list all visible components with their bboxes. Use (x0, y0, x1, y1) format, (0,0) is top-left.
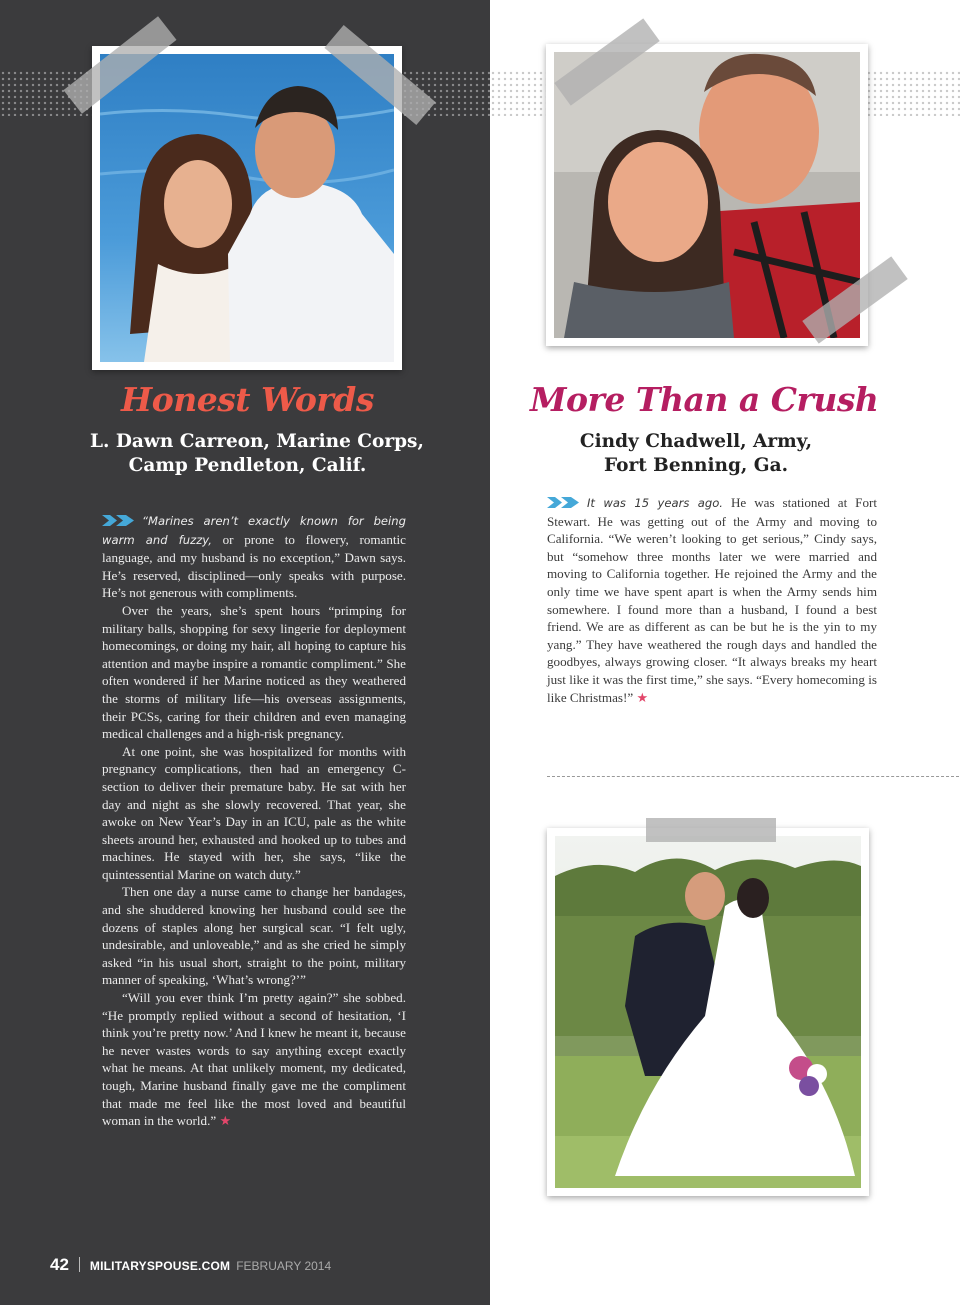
paragraph (547, 494, 877, 706)
right-story-byline (546, 430, 846, 478)
right-story-body (547, 494, 877, 706)
double-arrow-right-icon (547, 496, 585, 509)
couple-photo-right (546, 44, 868, 346)
right-story-title: More Than a Crush (530, 380, 879, 419)
paragraph: Then one day a nurse came to change her bandages, and she shuddered knowing her husband could see the dozens of staples along her surgical scar. “I felt ugly, undesirable, and unloveable,” and as she cried he simply asked “in his usual short, straight to the point, military manner of speaking, ‘What’s wrong?’” (102, 884, 406, 988)
lead-in-text: It was 15 years ago. (587, 496, 723, 510)
dot-pattern (490, 70, 550, 116)
dashed-divider (547, 776, 959, 777)
page-footer (50, 1255, 470, 1275)
byline-line: Cindy Chadwell, Army, (579, 431, 813, 452)
double-arrow-right-icon (102, 514, 140, 527)
byline-line: Fort Benning, Ga. (603, 455, 789, 476)
dot-pattern (866, 70, 960, 116)
left-story-title: Honest Words (121, 380, 374, 419)
paragraph-text: “Will you ever think I’m pretty again?” she sobbed. “He promptly replied without a second of hesitation, ‘I think you’re pretty now.’ And I knew he meant it, because he never wastes words to say anything except exactly what he means. At that unlikely moment, my dedicated, tough, Marine husband finally gave me the compliment that made me feel like the most loved and beautiful woman in the world.” (102, 990, 406, 1129)
lead-in-text: “Marines aren’t exactly known for being warm and fuzzy, (102, 514, 406, 547)
wedding-photo (547, 828, 869, 1196)
paragraph: Over the years, she’s spent hours “primping for military balls, shopping for sexy lingerie for deployment homecomings, or doing my hair, all hoping to capture his attention and maybe inspire a romantic compliment.” She often wondered if her Marine noticed as they weathered the storms of military life—his overseas assignments, their PCSs, caring for their children and even managing medical challenges and a high-risk pregnancy. (102, 602, 406, 742)
byline-line: Camp Pendleton, Calif. (128, 455, 367, 476)
couple-photo-left (92, 46, 402, 370)
paragraph (102, 989, 406, 1130)
page-number: 42 (50, 1255, 69, 1274)
paragraph (102, 512, 406, 602)
star-icon: ★ (219, 1113, 232, 1129)
left-story-body (102, 512, 406, 1130)
site-name: MILITARYSPOUSE.COM (89, 1259, 231, 1273)
tape-strip (646, 818, 776, 842)
footer-separator (79, 1257, 80, 1272)
byline-line: L. Dawn Carreon, Marine Corps, (90, 431, 424, 452)
issue-date: FEBRUARY 2014 (236, 1259, 332, 1273)
paragraph-text: He was stationed at Fort Stewart. He was getting out of the Army and moving to California. “We weren’t looking to get serious,” Cindy says, but “somehow three months later we were married and moving to California together. He rejoined the Army and the only time we have spent apart is when the Army sends him somewhere. I found more than a husband, I found a best friend. We are as different as can be but he is the yin to my yang.” They have weathered the rough days and handled the goodbyes, always growing closer. “It always breaks my heart just like it was the first time,” she says. “Every homecoming is like Christmas!” (547, 495, 877, 705)
paragraph-text: or prone to flowery, romantic language, and my husband is no exception,” Dawn says. He’s reserved, disciplined—only speaks with purpose. He’s not generous with compliments. (102, 531, 406, 601)
star-icon: ★ (636, 689, 649, 705)
left-story-byline (90, 430, 424, 478)
paragraph: At one point, she was hospitalized for months with pregnancy complications, then had an emergency C-section to deliver their premature baby. He sat with her day and night as she slowly recovered. That year, she awoke on New Year’s Day in an ICU, pale as the white sheets around her, exhausted and hooked up to tubes and machines. He stayed with her, she says, “like the quintessential Marine on watch duty.” (102, 743, 406, 882)
